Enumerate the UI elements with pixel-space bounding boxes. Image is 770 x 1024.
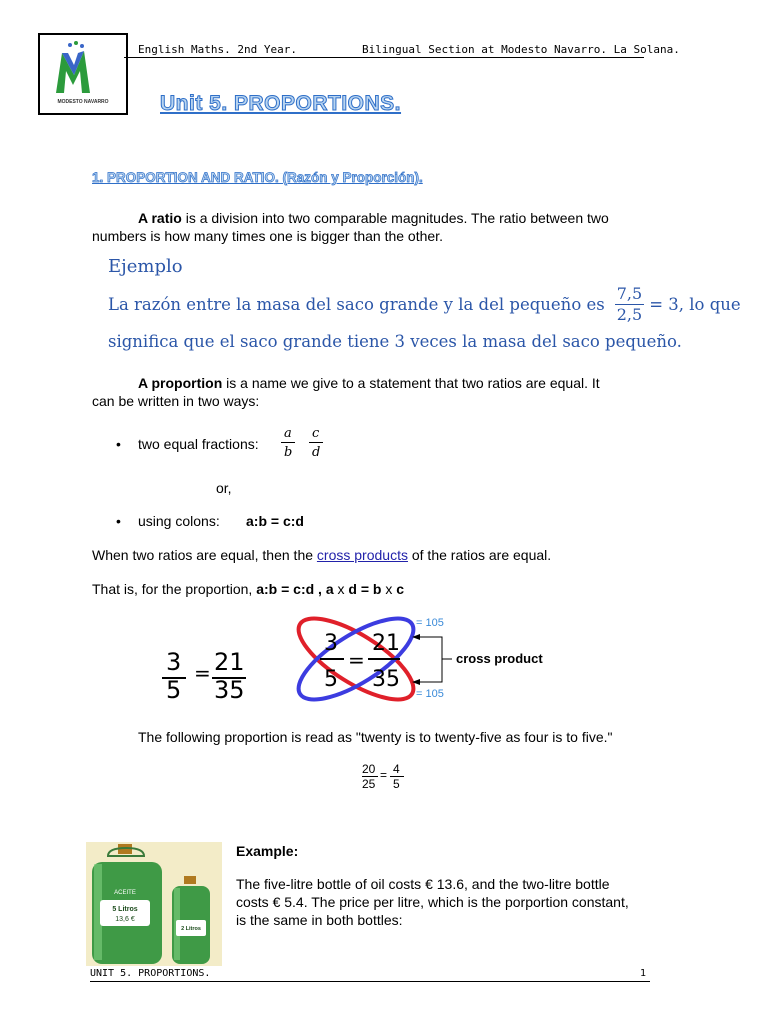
small-cap-icon	[184, 876, 196, 884]
r-d1: 25	[362, 777, 376, 791]
cross-times-2: x	[381, 581, 397, 597]
ejemplo-line2: significa que el saco grande tiene 3 veces la masa del saco pequeño.	[108, 332, 682, 351]
hw-35: 35	[214, 676, 245, 704]
cross-times-1: x	[333, 581, 349, 597]
ejemplo-fraction	[615, 286, 644, 323]
cross-expr-2: d = b	[348, 581, 382, 597]
r-d2: 5	[393, 777, 400, 791]
header-school: Bilingual Section at Modesto Navarro. La Solana.	[362, 43, 680, 56]
diagram-35: 35	[372, 667, 400, 692]
example-line3: is the same in both bottles:	[236, 912, 403, 928]
cross-text-c: That is, for the proportion,	[92, 581, 257, 597]
cross-product-label: cross product	[456, 651, 543, 666]
handwritten-proportion	[162, 648, 252, 704]
ejemplo-text-b: = 3, lo que	[649, 295, 741, 314]
hw-3: 3	[166, 648, 182, 676]
frac-a: a	[284, 426, 292, 441]
school-logo	[38, 33, 128, 115]
r-n2: 4	[393, 762, 400, 776]
hw-21: 21	[214, 648, 245, 676]
logo-caption: MODESTO NAVARRO	[57, 99, 109, 105]
bullet1-label: two equal fractions:	[138, 436, 259, 452]
example-heading: Example:	[236, 843, 299, 859]
cross-text-a: When two ratios are equal, then the	[92, 547, 317, 563]
proportion-paragraph	[92, 374, 712, 410]
or-text: or,	[216, 480, 232, 496]
bullet2-value: a:b = c:d	[246, 513, 304, 529]
hw-eq: =	[194, 661, 211, 685]
cross-line2	[92, 580, 404, 598]
frac-c: c	[312, 426, 320, 441]
cross-line1	[92, 546, 551, 564]
ratio-line2: numbers is how many times one is bigger than the other.	[92, 228, 443, 244]
ratio-term: A ratio	[138, 210, 182, 226]
proportion-term: A proportion	[138, 375, 223, 391]
page-title: Unit 5. PROPORTIONS.	[160, 92, 402, 115]
cross-expr-1: a:b = c:d , a	[256, 581, 334, 597]
footer-page-number: 1	[640, 968, 647, 979]
big-bottle-price: 13,6 €	[115, 916, 135, 923]
small-bottle-litres: 2 Litros	[181, 926, 201, 932]
hw-5: 5	[166, 676, 182, 704]
frac-bar-1	[281, 442, 295, 443]
proportion-line1: is a name we give to a statement that two ratios are equal. It	[222, 375, 600, 391]
cross-expr-3: c	[396, 581, 405, 597]
cross-products-link[interactable]: cross products	[316, 547, 408, 563]
diagram-21: 21	[372, 631, 400, 656]
ejemplo-text-a: La razón entre la masa del saco grande y la del pequeño es	[108, 295, 605, 314]
header-rule	[124, 57, 644, 58]
footer-rule	[90, 981, 650, 982]
r-n1: 20	[362, 762, 376, 776]
section-heading: 1. PROPORTION AND RATIO. (Razón y Proporción).	[92, 170, 423, 185]
big-bottle-brand: ACEITE	[114, 890, 136, 896]
header-course: English Maths. 2nd Year.	[138, 43, 297, 56]
diagram-5: 5	[324, 667, 338, 692]
cross-text-b: of the ratios are equal.	[407, 547, 552, 563]
bullet-dot-2: •	[116, 513, 121, 529]
proportion-line2: can be written in two ways:	[92, 393, 260, 409]
cross-product-diagram	[296, 612, 566, 704]
reading-sentence: The following proportion is read as "twenty is to twenty-five as four is to five."	[138, 729, 613, 745]
big-bottle-litres: 5 Litros	[112, 906, 138, 913]
footer-unit: UNIT 5. PROPORTIONS.	[90, 968, 211, 979]
bullet2-label: using colons:	[138, 513, 220, 529]
diagram-eq: =	[348, 648, 365, 672]
example-paragraph	[236, 875, 706, 929]
ratio-paragraph	[92, 209, 712, 245]
top-product-label: = 105	[416, 617, 444, 629]
bracket	[416, 637, 442, 682]
example-line1: The five-litre bottle of oil costs € 13.6, and the two-litre bottle	[236, 876, 610, 892]
r-eq: =	[380, 768, 388, 782]
ejemplo-line1	[108, 286, 741, 323]
diagram-3: 3	[324, 631, 338, 656]
twenty-proportion	[362, 762, 412, 796]
bullet-dot-1: •	[116, 436, 121, 452]
bottom-product-label: = 105	[416, 688, 444, 700]
ejemplo-frac-num: 7,5	[616, 284, 643, 303]
frac-b: b	[284, 445, 293, 460]
example-line2: costs € 5.4. The price per litre, which is the porportion constant,	[236, 894, 629, 910]
frac-bar-2	[309, 442, 323, 443]
ejemplo-frac-den: 2,5	[616, 305, 643, 324]
ejemplo-heading: Ejemplo	[108, 256, 183, 277]
frac-d: d	[312, 445, 321, 460]
ratio-line1: is a division into two comparable magnitudes. The ratio between two	[181, 210, 609, 226]
oil-bottles-image	[86, 842, 222, 966]
